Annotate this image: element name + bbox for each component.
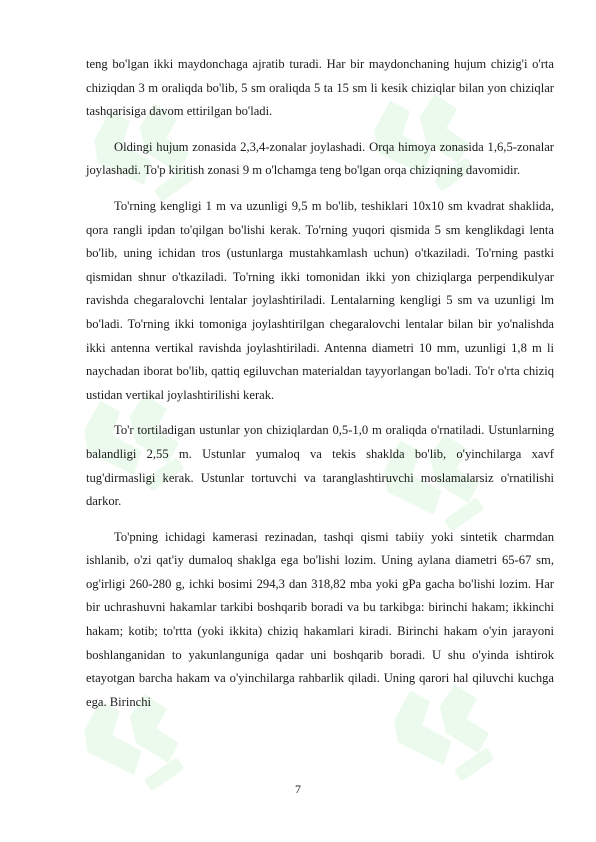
- document-body: [86, 53, 554, 726]
- paragraph-1: teng bo'lgan ikki maydonchaga ajratib turadi. Har bir maydonchaning hujum chizig'i o'rta chiziqdan 3 m oraliqda bo'lib, 5 sm oraliqda 5 ta 15 sm li kesik chiziqlar bilan yon chiziqlar tashqarisiga davom ettirilgan bo'ladi.: [86, 57, 554, 119]
- paragraph-5: To'pning ichidagi kamerasi rezinadan, tashqi qismi tabiiy yoki sintetik charmdan ishlanib, o'zi qat'iy dumaloq shaklga ega bo'lishi lozim. Uning aylana diametri 65-67 sm, og'irligi 260-280 g, ichki bosimi 294,3 dan 318,82 mba yoki gPa gacha bo'lishi lozim. Har bir uchrashuvni hakamlar tarkibi boshqarib boradi va bu tarkibga: birinchi hakam; ikkinchi hakam; kotib; to'rtta (yoki ikkita) chiziq hakamlari kiradi. Birinchi hakam o'yin jarayoni boshlanganidan to yakunlanguniga qadar uni boshqarib boradi. U shu o'yinda ishtirok etayotgan barcha hakam va o'yinchilarga rahbarlik qiladi. Uning qarori hal qiluvchi kuchga ega. Birinchi: [86, 529, 554, 709]
- paragraph-4: To'r tortiladigan ustunlar yon chiziqlardan 0,5-1,0 m oraliqda o'rnatiladi. Ustunlarning balandligi 2,55 m. Ustunlar yumaloq va tekis shaklda bo'lib, o'yinchilarga xavf tug'dirmasligi kerak. Ustunlar tortuvchi va taranglashtiruvchi moslamalarsiz o'rnatilishi darkor.: [86, 423, 554, 509]
- paragraph-3: To'rning kengligi 1 m va uzunligi 9,5 m bo'lib, teshiklari 10x10 sm kvadrat shaklida, qora rangli ipdan to'qilgan bo'lishi kerak. To'rning yuqori qismida 5 sm kenglikdagi lenta bo'lib, uning ichidan tros (ustunlarga mustahkamlash uchun) o'tkaziladi. To'rning pastki qismidan shnur o'tkaziladi. To'rning ikki tomonidan ikki yon chiziqlarga perpendikulyar ravishda chegaralovchi lentalar joylashtiriladi. Lentalarning kengligi 5 sm va uzunligi lm bo'ladi. To'rning ikki tomoniga joylashtirilgan chegaralovchi lentalar bilan bir yo'nalishda ikki antenna vertikal ravishda joylashtiriladi. Antenna diametri 10 mm, uzunligi 1,8 m li naychadan iborat bo'lib, qattiq egiluvchan materialdan tayyorlangan bo'ladi. To'r o'rta chiziq ustidan vertikal joylashtirilishi kerak.: [86, 198, 554, 402]
- paragraph-2: Oldingi hujum zonasida 2,3,4-zonalar joylashadi. Orqa himoya zonasida 1,6,5-zonalar joylashadi. To'p kiritish zonasi 9 m o'lchamga teng bo'lgan orqa chiziqning davomidir.: [86, 139, 554, 178]
- page-number: 7: [295, 782, 301, 796]
